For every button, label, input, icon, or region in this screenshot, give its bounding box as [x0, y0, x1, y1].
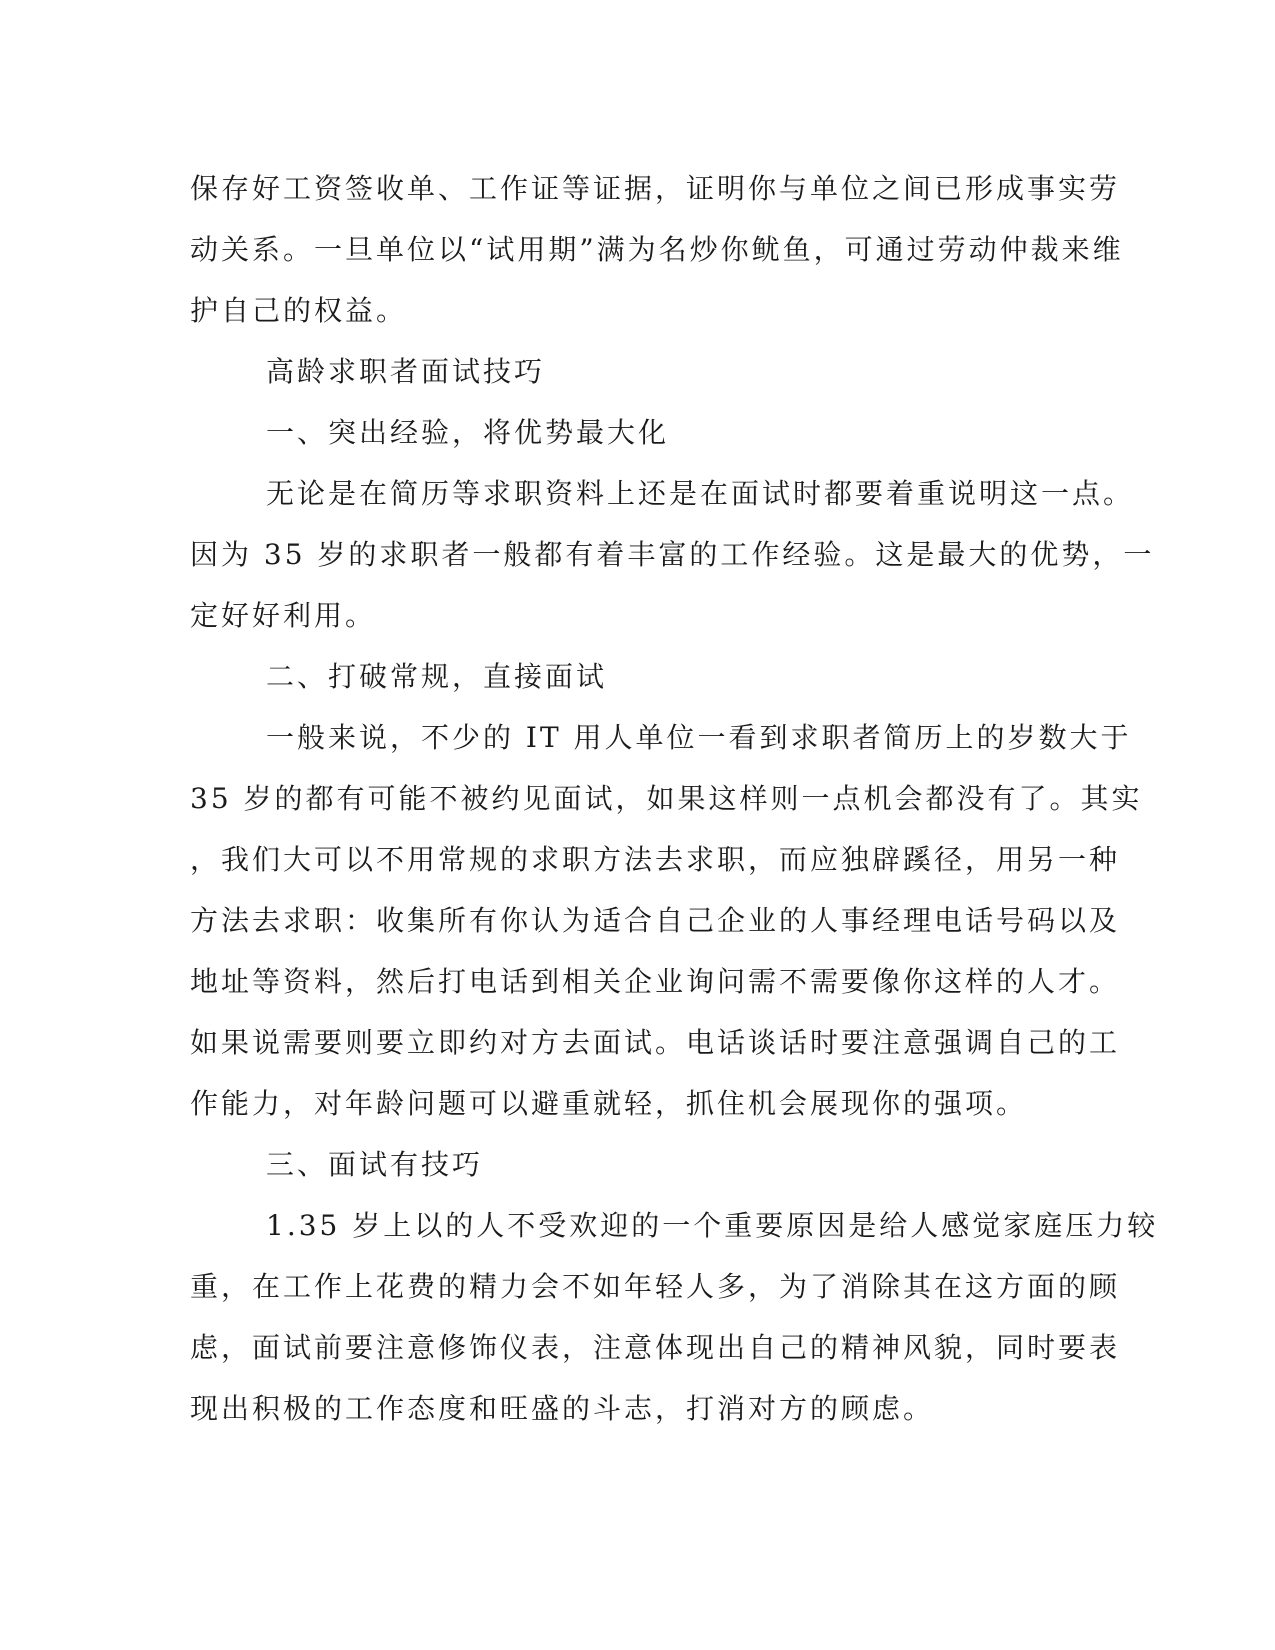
section-heading: 三、面试有技巧	[266, 1148, 484, 1181]
body-line: 保存好工资签收单、工作证等证据，证明你与单位之间已形成事实劳	[190, 172, 1121, 205]
section-title: 高龄求职者面试技巧	[266, 355, 546, 388]
body-line: 1.35 岁上以的人不受欢迎的一个重要原因是给人感觉家庭压力较	[266, 1209, 1159, 1242]
document-body	[190, 158, 1159, 1439]
body-line: 动关系。一旦单位以“试用期”满为名炒你鱿鱼，可通过劳动仲裁来维	[190, 233, 1124, 266]
body-line: 现出积极的工作态度和旺盛的斗志，打消对方的顾虑。	[190, 1392, 935, 1425]
section-heading: 一、突出经验，将优势最大化	[266, 416, 670, 449]
body-line: 定好好利用。	[190, 599, 377, 632]
body-line: 35 岁的都有可能不被约见面试，如果这样则一点机会都没有了。其实	[190, 782, 1143, 815]
body-line: 护自己的权益。	[190, 294, 408, 327]
body-line: 重，在工作上花费的精力会不如年轻人多，为了消除其在这方面的顾	[190, 1270, 1121, 1303]
section-heading: 二、打破常规，直接面试	[266, 660, 608, 693]
body-line: 因为 35 岁的求职者一般都有着丰富的工作经验。这是最大的优势，一	[190, 538, 1155, 571]
body-line: 作能力，对年龄问题可以避重就轻，抓住机会展现你的强项。	[190, 1087, 1028, 1120]
body-line: 如果说需要则要立即约对方去面试。电话谈话时要注意强调自己的工	[190, 1026, 1121, 1059]
body-line: 方法去求职：收集所有你认为适合自己企业的人事经理电话号码以及	[190, 904, 1121, 937]
body-line: 无论是在简历等求职资料上还是在面试时都要着重说明这一点。	[266, 477, 1135, 510]
body-line: 地址等资料，然后打电话到相关企业询问需不需要像你这样的人才。	[190, 965, 1121, 998]
body-line: ，我们大可以不用常规的求职方法去求职，而应独辟蹊径，用另一种	[190, 843, 1121, 876]
body-line: 虑，面试前要注意修饰仪表，注意体现出自己的精神风貌，同时要表	[190, 1331, 1121, 1364]
body-line: 一般来说，不少的 IT 用人单位一看到求职者简历上的岁数大于	[266, 721, 1132, 754]
